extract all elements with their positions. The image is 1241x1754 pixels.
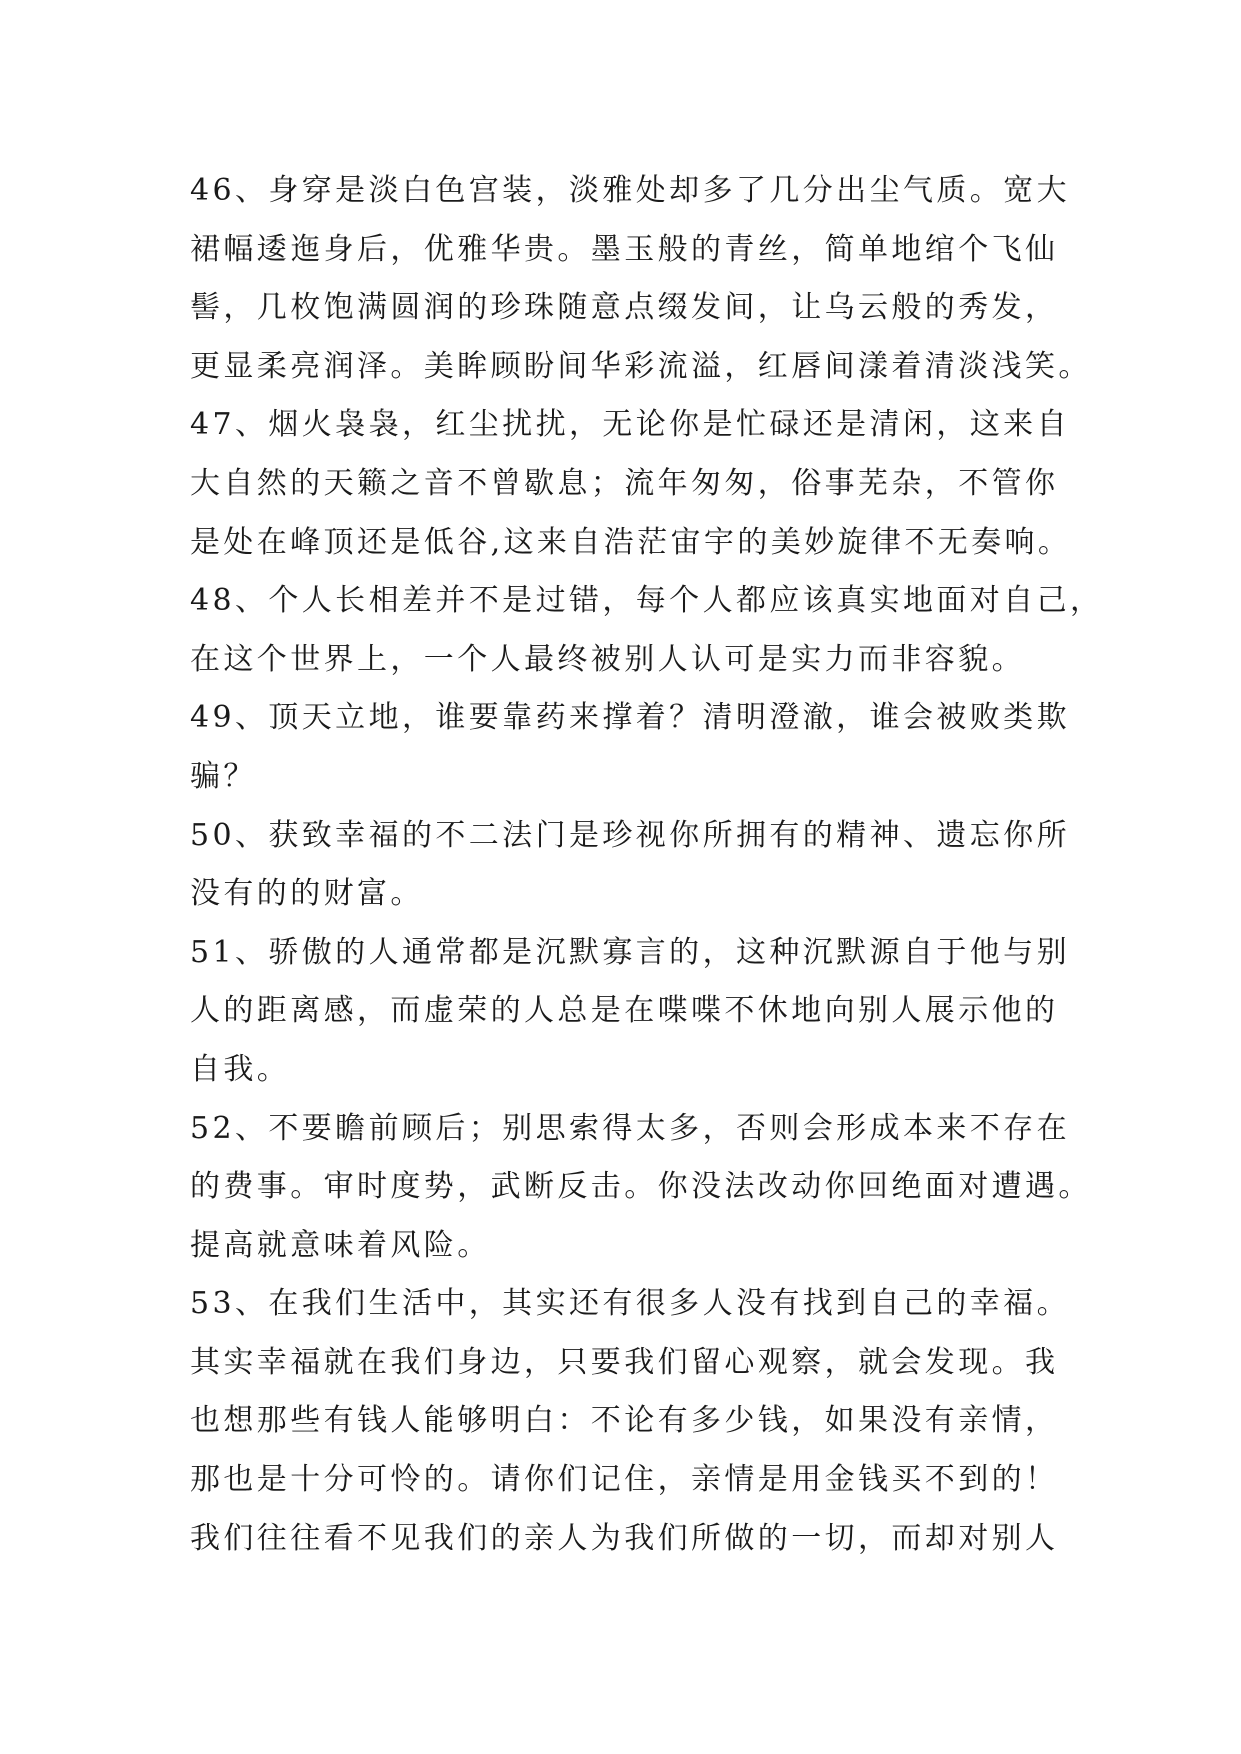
text-line: 49、顶天立地，谁要靠药来撑着？清明澄澈，谁会被败类欺 <box>190 700 1070 736</box>
text-line: 那也是十分可怜的。请你们记住，亲情是用金钱买不到的！ <box>190 1462 1059 1498</box>
text-line: 更显柔亮润泽。美眸顾盼间华彩流溢，红唇间漾着清淡浅笑。 <box>190 348 1092 384</box>
text-line: 的费事。审时度势，武断反击。你没法改动你回绝面对遭遇。 <box>190 1169 1092 1205</box>
text-line: 53、在我们生活中，其实还有很多人没有找到自己的幸福。 <box>190 1286 1070 1322</box>
text-line: 也想那些有钱人能够明白：不论有多少钱，如果没有亲情， <box>190 1403 1059 1439</box>
text-line: 46、身穿是淡白色宫装，淡雅处却多了几分出尘气质。宽大 <box>190 173 1070 208</box>
text-line: 其实幸福就在我们身边，只要我们留心观察，就会发现。我 <box>190 1344 1059 1380</box>
text-line: 在这个世界上，一个人最终被别人认可是实力而非容貌。 <box>190 641 1025 677</box>
text-line: 47、烟火袅袅，红尘扰扰，无论你是忙碌还是清闲，这来自 <box>190 407 1070 443</box>
text-line: 骗？ <box>190 758 257 794</box>
text-line: 50、获致幸福的不二法门是珍视你所拥有的精神、遗忘你所 <box>190 817 1070 853</box>
text-line: 裙幅逶迤身后，优雅华贵。墨玉般的青丝，简单地绾个飞仙 <box>190 231 1059 267</box>
text-line: 人的距离感，而虚荣的人总是在喋喋不休地向别人展示他的 <box>190 993 1059 1029</box>
text-line: 大自然的天籁之音不曾歇息；流年匆匆，俗事芜杂，不管你 <box>190 465 1059 501</box>
text-line: 我们往往看不见我们的亲人为我们所做的一切，而却对别人 <box>190 1520 1059 1556</box>
text-line: 48、个人长相差并不是过错，每个人都应该真实地面对自己， <box>190 583 1104 619</box>
text-line: 自我。 <box>190 1051 291 1087</box>
text-line: 提高就意味着风险。 <box>190 1227 491 1263</box>
body-text <box>190 162 1104 1568</box>
text-line: 是处在峰顶还是低谷,这来自浩茫宙宇的美妙旋律不无奏响。 <box>190 524 1072 560</box>
text-line: 髻，几枚饱满圆润的珍珠随意点缀发间，让乌云般的秀发， <box>190 290 1059 326</box>
text-line: 52、不要瞻前顾后；别思索得太多，否则会形成本来不存在 <box>190 1110 1070 1146</box>
text-line: 51、骄傲的人通常都是沉默寡言的，这种沉默源自于他与别 <box>190 934 1070 970</box>
text-line: 没有的的财富。 <box>190 876 424 912</box>
